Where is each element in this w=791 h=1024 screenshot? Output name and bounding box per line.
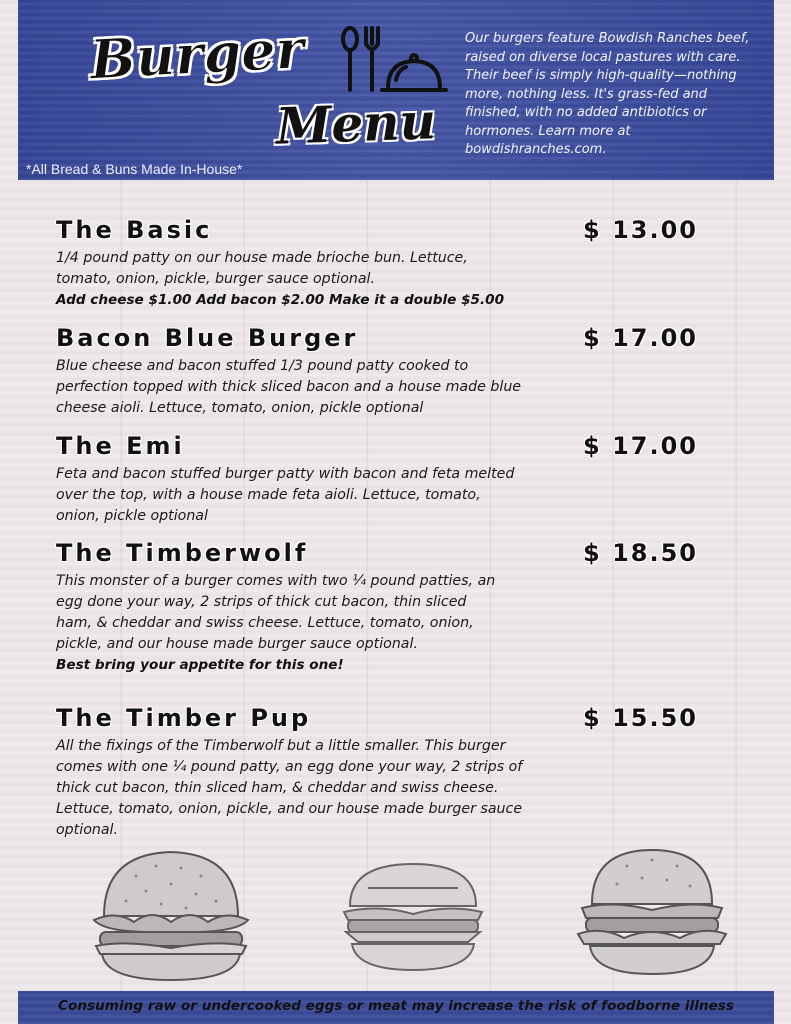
footer-banner (18, 991, 774, 1024)
burger-illustration-right-icon (572, 846, 732, 981)
item-name: The Emi (56, 432, 185, 460)
burger-illustration-left-icon (86, 846, 256, 986)
menu-item-the-emi (56, 432, 746, 527)
beef-source-blurb: Our burgers feature Bowdish Ranches beef, raised on diverse local pastures with care. Their beef is simply high-quality—nothing more, nothing less. It's grass-fed and finished, with no added antibiotics or hormones. Learn more at bowdishranches.com. (465, 31, 750, 157)
burger-illustration-center-icon (338, 858, 488, 978)
item-price: $ 17.00 (583, 324, 698, 352)
menu-item-bacon-blue-burger (56, 324, 746, 419)
item-tagline: Best bring your appetite for this one! (56, 657, 344, 673)
item-name: The Basic (56, 216, 213, 244)
item-description: Blue cheese and bacon stuffed 1/3 pound patty cooked to perfection topped with thick sliced bacon and a house made blue cheese aioli. Lettuce, tomato, onion, pickle optional (56, 358, 522, 416)
item-name: The Timberwolf (56, 539, 309, 567)
item-addons: Add cheese $1.00 Add bacon $2.00 Make it a double $5.00 (56, 292, 505, 308)
menu-title-menu: Menu (275, 91, 437, 156)
item-description: Feta and bacon stuffed burger patty with bacon and feta melted over the top, with a house made feta aioli. Lettuce, tomato, onion, pickle optional (56, 466, 515, 524)
menu-item-the-timber-pup (56, 704, 746, 841)
item-price: $ 17.00 (583, 432, 698, 460)
menu-item-the-basic (56, 216, 746, 311)
item-description: 1/4 pound patty on our house made brioche bun. Lettuce, tomato, onion, pickle, burger sauce optional. (56, 250, 468, 287)
bread-note: *All Bread & Buns Made In-House* (26, 161, 243, 177)
menu-item-the-timberwolf (56, 539, 746, 676)
item-price: $ 15.50 (583, 704, 698, 732)
item-description: This monster of a burger comes with two ¼ pound patties, an egg done your way, 2 strips of thick cut bacon, thin sliced ham, & cheddar and swiss cheese. Lettuce, tomato, onion, pickle, and our house made burger sauce optional. (56, 573, 496, 652)
item-name: Bacon Blue Burger (56, 324, 359, 352)
item-price: $ 18.50 (583, 539, 698, 567)
item-description: All the fixings of the Timberwolf but a little smaller. This burger comes with one ¼ pound patty, an egg done your way, 2 strips of thick cut bacon, thin sliced ham, & cheddar and swiss cheese. Lettuce, tomato, onion, pickle, and our house made burger sauce optional. (56, 738, 523, 838)
menu-title-burger: Burger (88, 16, 306, 92)
item-price: $ 13.00 (583, 216, 698, 244)
utensils-cloche-icon (336, 24, 448, 94)
header-banner (18, 0, 774, 180)
food-safety-warning: Consuming raw or undercooked eggs or meat may increase the risk of foodborne illness (58, 998, 734, 1014)
item-name: The Timber Pup (56, 704, 312, 732)
